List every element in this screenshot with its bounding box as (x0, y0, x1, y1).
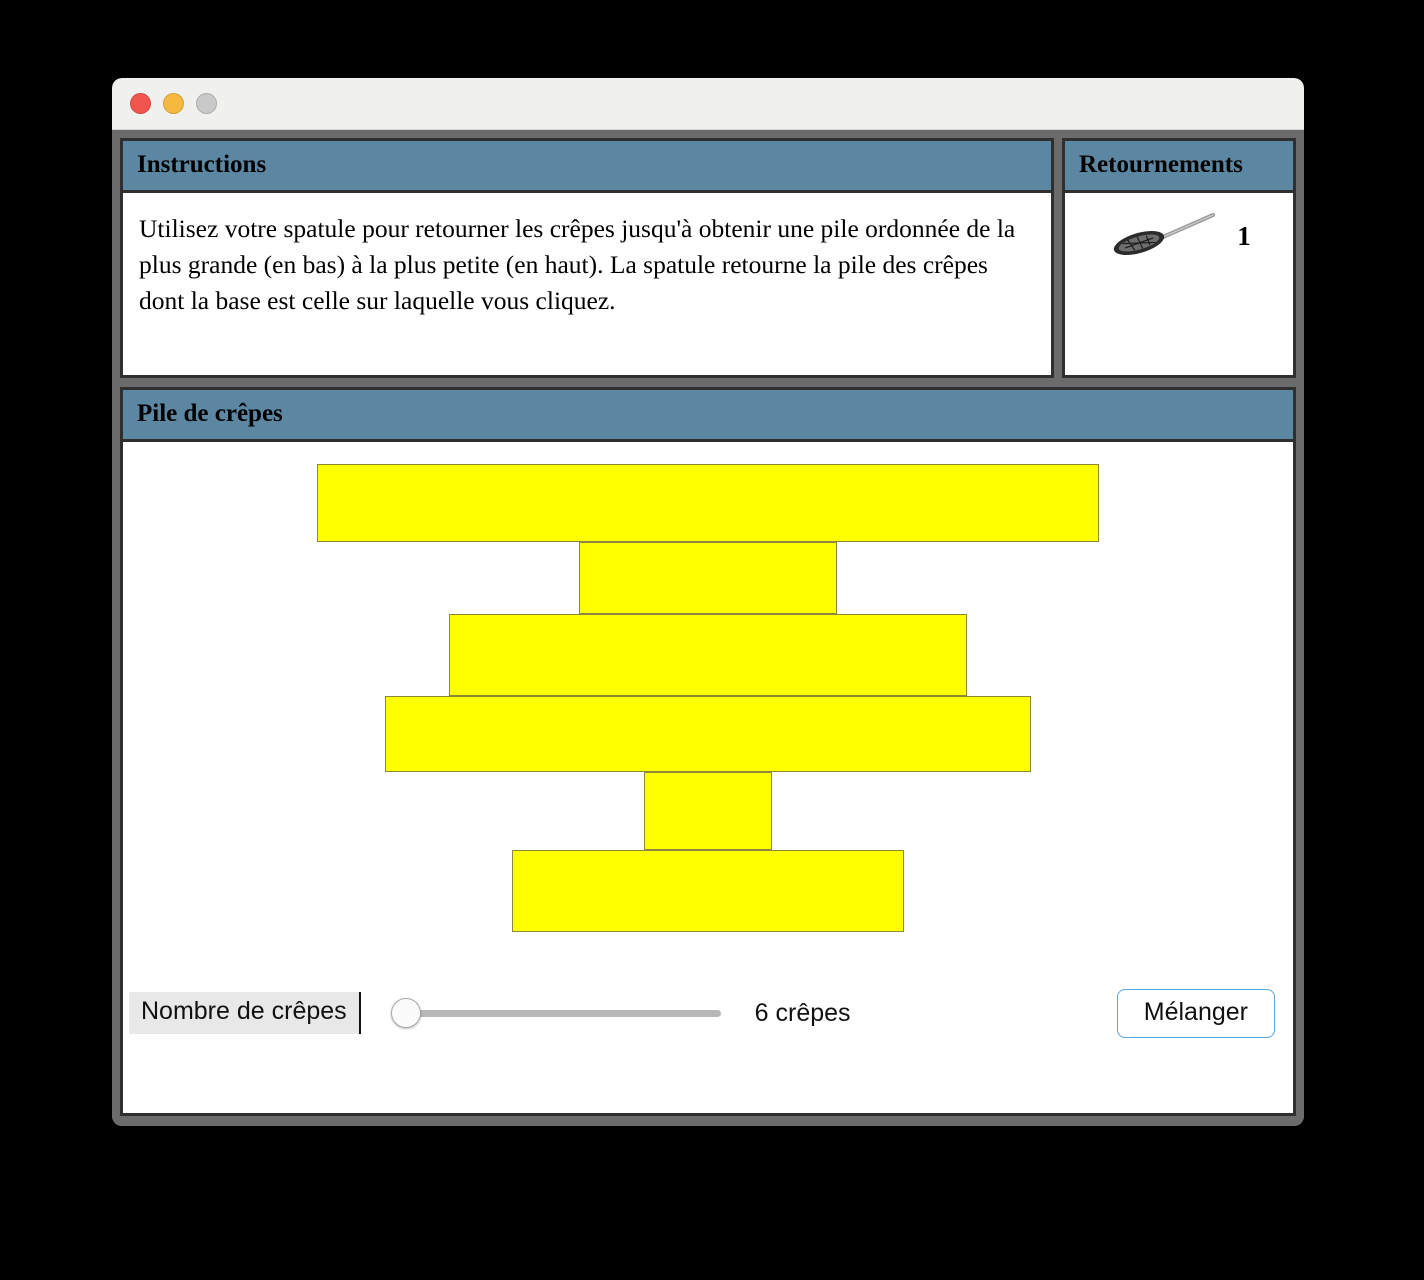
pancake-5[interactable] (644, 772, 772, 850)
instructions-text: Utilisez votre spatule pour retourner les crêpes jusqu'à obtenir une pile ordonnée de la plus grande (en bas) à la plus petite (en haut). La spatule retourne la pile des crêpes dont la base est celle sur laquelle vous cliquez. (123, 193, 1051, 375)
instructions-panel (120, 138, 1054, 378)
flips-title: Retournements (1065, 141, 1293, 193)
top-row (120, 138, 1296, 378)
pancake-list (123, 464, 1293, 932)
window-titlebar (112, 78, 1304, 130)
pancake-4[interactable] (385, 696, 1031, 772)
pancake-stack-title: Pile de crêpes (123, 390, 1293, 442)
flips-body (1065, 193, 1293, 375)
pancake-2[interactable] (579, 542, 837, 614)
controls-bar (123, 991, 1293, 1035)
window-content (112, 130, 1304, 1126)
pancake-1[interactable] (317, 464, 1099, 542)
flips-count: 1 (1237, 221, 1251, 251)
shuffle-button[interactable]: Mélanger (1117, 989, 1275, 1038)
pancake-count-label: Nombre de crêpes (129, 992, 361, 1034)
instructions-title: Instructions (123, 141, 1051, 193)
close-window-button[interactable] (130, 93, 151, 114)
app-window (112, 78, 1304, 1126)
pancake-count-value: 6 crêpes (754, 998, 851, 1027)
slider-thumb[interactable] (391, 998, 421, 1028)
maximize-window-button[interactable] (196, 93, 217, 114)
pancake-6[interactable] (512, 850, 904, 932)
slider-track (405, 1010, 721, 1017)
minimize-window-button[interactable] (163, 93, 184, 114)
pancake-3[interactable] (449, 614, 967, 696)
flips-panel (1062, 138, 1296, 378)
pancake-stack-area[interactable] (123, 442, 1293, 1113)
pancake-count-slider[interactable] (391, 996, 721, 1030)
spatula-icon (1107, 211, 1219, 262)
pancake-stack-panel (120, 387, 1296, 1116)
